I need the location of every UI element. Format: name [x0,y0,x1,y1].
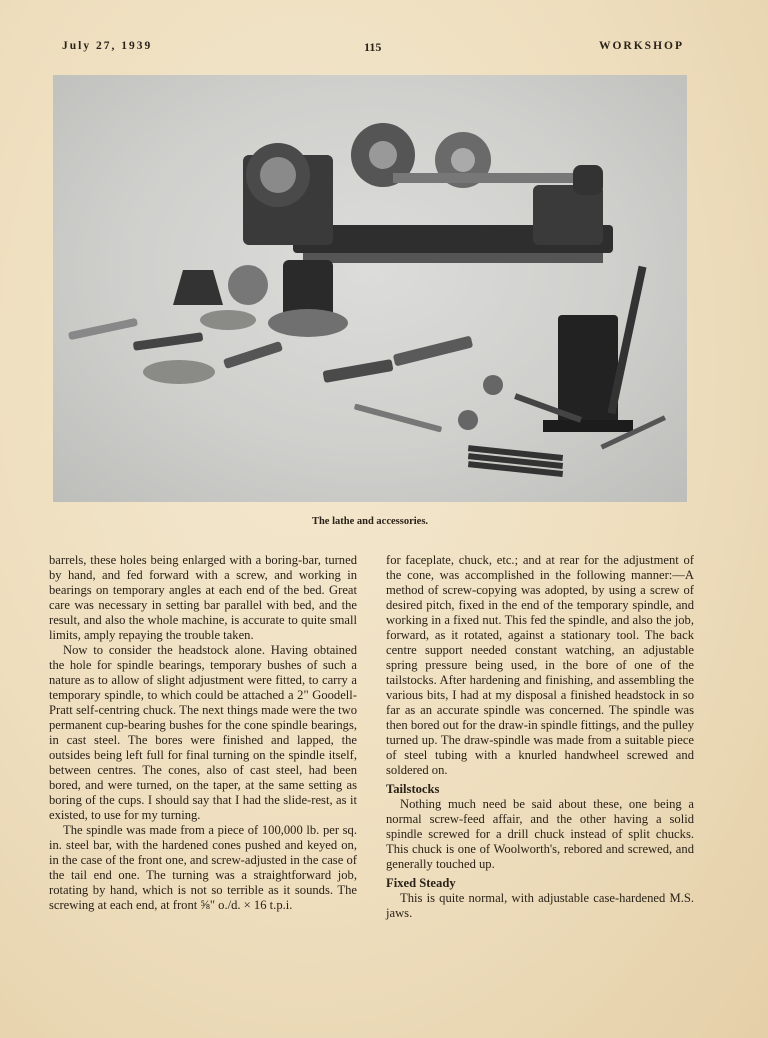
paragraph: This is quite normal, with adjustable case-hardened M.S. jaws. [386,891,694,920]
section-heading-fixed-steady: Fixed Steady [386,876,456,890]
paragraph: for faceplate, chuck, etc.; and at rear for the adjustment of the cone, was accomplished in the following manner:—A method of screw-copying was adopted, by using a screw of desired pitch, fixed in the end of the temporary spindle, and working in a fixed nut. This fed the spindle, and also the job, forward, as it rotated, against a stationary tool. The back centre support needed constant watching, an adjustable spring pressure being used, in the bore of one of the tailstocks. After hardening and finishing, and assembling the various bits, I had at my disposal a finished headstock in so far as an accurate spindle was concerned. The spindle was then bored out for the draw-in spindle fittings, and the pulley turned up. The draw-spindle was made from a suitable piece of steel tubing with a knurled handwheel screwed and soldered on. [386,553,694,777]
paragraph: Nothing much need be said about these, one being a normal screw-feed affair, and the other having a solid spindle screwed for a drill chuck instead of split chucks. This chuck is one of Woolworth's, rebored and screwed, and generally touched up. [386,797,694,871]
page-header [62,40,684,58]
article-column-left [49,553,357,913]
page-number: 115 [364,40,382,54]
magazine-section-title: WORKSHOP [598,40,684,52]
paragraph: Now to consider the headstock alone. Having obtained the hole for spindle bearings, temporary bushes of such a nature as to allow of slight adjustment were fitted, to carry a temporary spindle, to which could be attached a 2" Goodell-Pratt self-centring chuck. The next things made were the two permanent cup-bearing bushes for the cone spindle bearings, in cast steel. The bores were finished and lapped, the outsides being left full for final turning on the spindle itself, between centres. The cones, also of cast steel, had been bored, and were turned, on the taper, at the same setting as boring of the cups. I should say that I had the slide-rest, as it existed, to use for my turning. [49,643,357,822]
section-heading-tailstocks: Tailstocks [386,782,440,796]
article-column-right [386,553,694,921]
issue-date: July 27, 1939 [62,40,153,52]
lathe-photograph [53,75,687,502]
figure-caption: The lathe and accessories. [311,516,429,527]
paragraph: barrels, these holes being enlarged with a boring-bar, turned by hand, and fed forward with a screw, and working in bearings on temporary angles at each end of the bed. Great care was necessary in setting bar parallel with bed, and the result, and also the whole machine, is accurate to quite small limits, amply repaying the trouble taken. [49,553,357,642]
paragraph: The spindle was made from a piece of 100,000 lb. per sq. in. steel bar, with the hardened cones pushed and keyed on, in the case of the front one, and screw-adjusted in the case of the tail end one. The turning was a straightforward job, rotating by hand, which is not so terrible as it sounds. The screwing at each end, at front ⅝" o./d. × 16 t.p.i. [49,823,357,912]
